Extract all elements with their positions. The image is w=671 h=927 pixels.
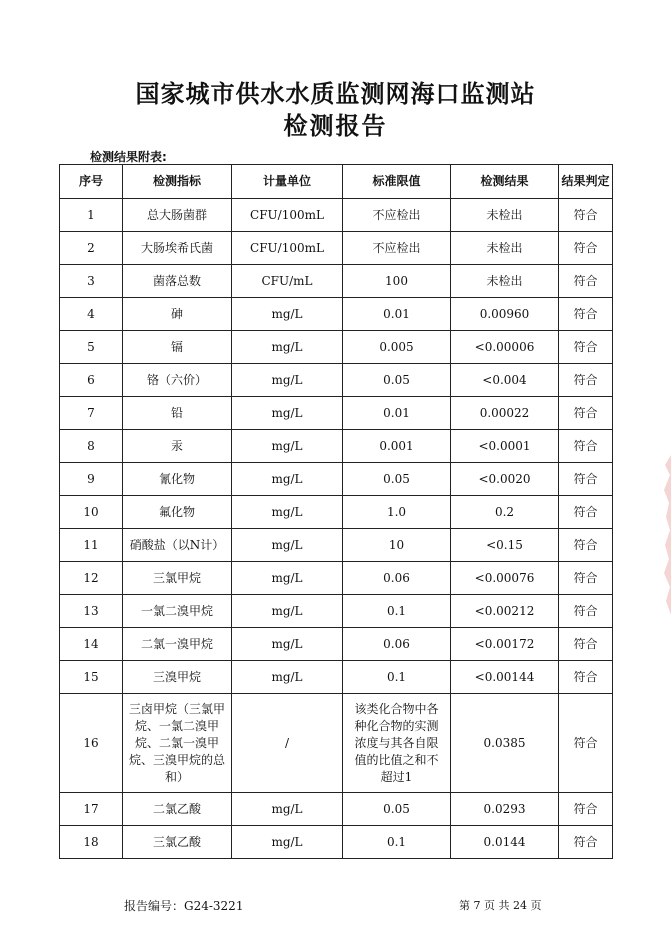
row-number: 3 xyxy=(60,265,123,298)
table-row xyxy=(60,397,613,430)
limit-cell: 不应检出 xyxy=(343,232,451,265)
table-row xyxy=(60,562,613,595)
limit-cell: 10 xyxy=(343,529,451,562)
table-row xyxy=(60,430,613,463)
row-number: 14 xyxy=(60,628,123,661)
unit-cell: / xyxy=(232,694,343,793)
judgement-cell: 符合 xyxy=(559,265,613,298)
row-number: 4 xyxy=(60,298,123,331)
judgement-cell: 符合 xyxy=(559,826,613,859)
judgement-cell: 符合 xyxy=(559,595,613,628)
indicator-cell: 菌落总数 xyxy=(123,265,232,298)
row-number: 7 xyxy=(60,397,123,430)
limit-cell: 0.05 xyxy=(343,463,451,496)
table-row xyxy=(60,265,613,298)
judgement-cell: 符合 xyxy=(559,562,613,595)
seal-edge-mark xyxy=(662,455,671,615)
result-cell: <0.0020 xyxy=(451,463,559,496)
report-title: 国家城市供水水质监测网海口监测站 xyxy=(135,80,536,108)
table-body xyxy=(60,199,613,859)
table-row xyxy=(60,628,613,661)
indicator-cell: 铬（六价） xyxy=(123,364,232,397)
unit-cell: CFU/100mL xyxy=(232,232,343,265)
judgement-cell: 符合 xyxy=(559,628,613,661)
unit-cell: CFU/100mL xyxy=(232,199,343,232)
indicator-cell: 三卤甲烷（三氯甲烷、一氯二溴甲烷、二氯一溴甲烷、三溴甲烷的总和） xyxy=(123,694,232,793)
indicator-cell: 三溴甲烷 xyxy=(123,661,232,694)
limit-cell: 不应检出 xyxy=(343,199,451,232)
table-row xyxy=(60,595,613,628)
indicator-cell: 铅 xyxy=(123,397,232,430)
indicator-cell: 镉 xyxy=(123,331,232,364)
result-cell: 未检出 xyxy=(451,265,559,298)
report-subtitle: 检测报告 xyxy=(283,112,388,140)
unit-cell: mg/L xyxy=(232,397,343,430)
limit-cell: 0.05 xyxy=(343,364,451,397)
unit-cell: CFU/mL xyxy=(232,265,343,298)
unit-cell: mg/L xyxy=(232,331,343,364)
unit-cell: mg/L xyxy=(232,661,343,694)
unit-cell: mg/L xyxy=(232,298,343,331)
judgement-cell: 符合 xyxy=(559,694,613,793)
result-cell: 未检出 xyxy=(451,199,559,232)
row-number: 6 xyxy=(60,364,123,397)
row-number: 2 xyxy=(60,232,123,265)
unit-cell: mg/L xyxy=(232,595,343,628)
table-row xyxy=(60,331,613,364)
result-cell: <0.00144 xyxy=(451,661,559,694)
judgement-cell: 符合 xyxy=(559,463,613,496)
limit-cell: 0.1 xyxy=(343,661,451,694)
table-row xyxy=(60,529,613,562)
judgement-cell: 符合 xyxy=(559,529,613,562)
table-row xyxy=(60,232,613,265)
row-number: 9 xyxy=(60,463,123,496)
page-number: 第 7 页 共 24 页 xyxy=(459,899,542,912)
column-header: 序号 xyxy=(60,165,123,199)
judgement-cell: 符合 xyxy=(559,496,613,529)
column-header: 标准限值 xyxy=(343,165,451,199)
column-header: 检测结果 xyxy=(451,165,559,199)
row-number: 16 xyxy=(60,694,123,793)
result-cell: 0.00022 xyxy=(451,397,559,430)
limit-cell: 0.06 xyxy=(343,628,451,661)
unit-cell: mg/L xyxy=(232,826,343,859)
row-number: 12 xyxy=(60,562,123,595)
table-row xyxy=(60,793,613,826)
column-header: 检测指标 xyxy=(123,165,232,199)
indicator-cell: 二氯一溴甲烷 xyxy=(123,628,232,661)
row-number: 18 xyxy=(60,826,123,859)
limit-cell: 0.1 xyxy=(343,826,451,859)
result-cell: 未检出 xyxy=(451,232,559,265)
row-number: 13 xyxy=(60,595,123,628)
unit-cell: mg/L xyxy=(232,628,343,661)
unit-cell: mg/L xyxy=(232,430,343,463)
limit-cell: 0.1 xyxy=(343,595,451,628)
table-row xyxy=(60,463,613,496)
judgement-cell: 符合 xyxy=(559,661,613,694)
result-cell: 0.00960 xyxy=(451,298,559,331)
judgement-cell: 符合 xyxy=(559,793,613,826)
row-number: 17 xyxy=(60,793,123,826)
report-number: 报告编号：G24-3221 xyxy=(124,899,244,913)
result-cell: <0.15 xyxy=(451,529,559,562)
row-number: 15 xyxy=(60,661,123,694)
row-number: 5 xyxy=(60,331,123,364)
judgement-cell: 符合 xyxy=(559,331,613,364)
column-header: 计量单位 xyxy=(232,165,343,199)
limit-cell: 0.06 xyxy=(343,562,451,595)
unit-cell: mg/L xyxy=(232,496,343,529)
judgement-cell: 符合 xyxy=(559,298,613,331)
indicator-cell: 硝酸盐（以N计） xyxy=(123,529,232,562)
table-row xyxy=(60,694,613,793)
indicator-cell: 一氯二溴甲烷 xyxy=(123,595,232,628)
table-row xyxy=(60,661,613,694)
result-cell: <0.00212 xyxy=(451,595,559,628)
unit-cell: mg/L xyxy=(232,364,343,397)
indicator-cell: 总大肠菌群 xyxy=(123,199,232,232)
result-cell: 0.2 xyxy=(451,496,559,529)
indicator-cell: 氟化物 xyxy=(123,496,232,529)
limit-cell: 0.05 xyxy=(343,793,451,826)
indicator-cell: 二氯乙酸 xyxy=(123,793,232,826)
limit-cell: 100 xyxy=(343,265,451,298)
results-table xyxy=(59,164,613,859)
judgement-cell: 符合 xyxy=(559,232,613,265)
row-number: 8 xyxy=(60,430,123,463)
table-row xyxy=(60,364,613,397)
limit-cell: 0.01 xyxy=(343,298,451,331)
table-row xyxy=(60,826,613,859)
judgement-cell: 符合 xyxy=(559,364,613,397)
judgement-cell: 符合 xyxy=(559,397,613,430)
unit-cell: mg/L xyxy=(232,463,343,496)
result-cell: <0.004 xyxy=(451,364,559,397)
row-number: 10 xyxy=(60,496,123,529)
result-cell: <0.00076 xyxy=(451,562,559,595)
limit-cell: 该类化合物中各种化合物的实测浓度与其各自限值的比值之和不超过1 xyxy=(343,694,451,793)
row-number: 1 xyxy=(60,199,123,232)
unit-cell: mg/L xyxy=(232,529,343,562)
result-cell: 0.0144 xyxy=(451,826,559,859)
result-cell: 0.0385 xyxy=(451,694,559,793)
result-cell: <0.00006 xyxy=(451,331,559,364)
indicator-cell: 大肠埃希氏菌 xyxy=(123,232,232,265)
column-header: 结果判定 xyxy=(559,165,613,199)
table-row xyxy=(60,496,613,529)
result-cell: <0.0001 xyxy=(451,430,559,463)
indicator-cell: 汞 xyxy=(123,430,232,463)
table-header-row xyxy=(60,165,613,199)
table-row xyxy=(60,199,613,232)
table-caption: 检测结果附表: xyxy=(90,150,167,164)
row-number: 11 xyxy=(60,529,123,562)
indicator-cell: 砷 xyxy=(123,298,232,331)
indicator-cell: 三氯甲烷 xyxy=(123,562,232,595)
limit-cell: 1.0 xyxy=(343,496,451,529)
limit-cell: 0.001 xyxy=(343,430,451,463)
unit-cell: mg/L xyxy=(232,793,343,826)
table-row xyxy=(60,298,613,331)
limit-cell: 0.005 xyxy=(343,331,451,364)
indicator-cell: 氰化物 xyxy=(123,463,232,496)
result-cell: 0.0293 xyxy=(451,793,559,826)
unit-cell: mg/L xyxy=(232,562,343,595)
limit-cell: 0.01 xyxy=(343,397,451,430)
judgement-cell: 符合 xyxy=(559,199,613,232)
indicator-cell: 三氯乙酸 xyxy=(123,826,232,859)
result-cell: <0.00172 xyxy=(451,628,559,661)
judgement-cell: 符合 xyxy=(559,430,613,463)
